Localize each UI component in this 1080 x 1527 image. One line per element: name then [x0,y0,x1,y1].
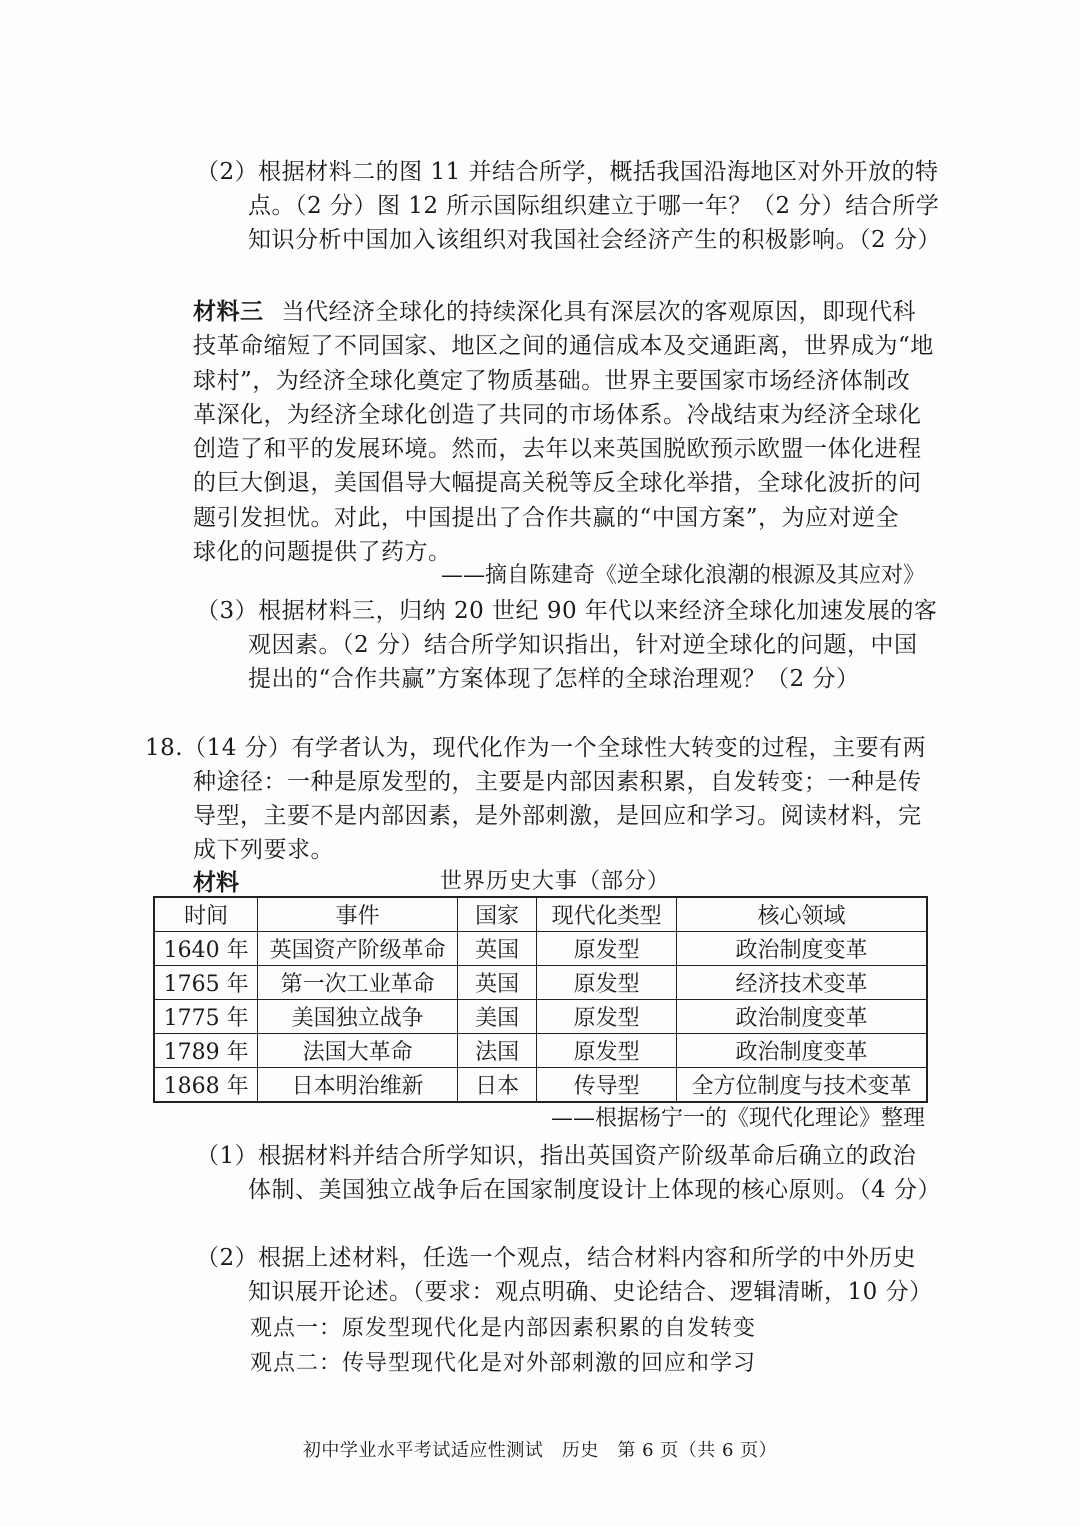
table-cell: 原发型 [537,1000,677,1034]
table-cell: 1789 年 [154,1034,258,1068]
text-line: 体制、美国独立战争后在国家制度设计上体现的核心原则。（4 分） [248,1177,941,1203]
table-row [154,1034,927,1068]
table-title: 世界历史大事（部分） [440,869,671,894]
table-cell: 传导型 [537,1068,677,1103]
question-18-part-2 [196,1241,944,1309]
table-cell: 第一次工业革命 [258,966,458,1000]
table-row [154,932,927,966]
text-line: 知识展开论述。（要求：观点明确、史论结合、逻辑清晰，10 分） [248,1279,933,1305]
text-line: 创造了和平的发展环境。然而，去年以来英国脱欧预示欧盟一体化进程 [193,436,922,463]
text-line: 导型，主要不是内部因素，是外部刺激，是回应和学习。阅读材料，完 [193,803,922,829]
table-cell: 法国大革命 [258,1034,458,1068]
table-cell: 经济技术变革 [676,966,927,1000]
text-line: 球化的问题提供了药方。 [193,539,452,566]
text-line: 18.（14 分）有学者认为，现代化作为一个全球性大转变的过程，主要有两 [145,735,927,761]
text-line: 题引发担忧。对此，中国提出了合作共赢的“中国方案”，为应对逆全 [193,504,900,531]
table-cell: 政治制度变革 [676,932,927,966]
text-line: 提出的“合作共赢”方案体现了怎样的全球治理观？（2 分） [248,666,860,692]
table-header: 时间 [154,897,258,932]
table-cell: 日本明治维新 [258,1068,458,1103]
table-cell: 原发型 [537,932,677,966]
table-cell: 美国独立战争 [258,1000,458,1034]
table-cell: 全方位制度与技术变革 [676,1068,927,1103]
table-row [154,1068,927,1103]
question-17-part-3 [196,594,940,696]
text-line: （3）根据材料三，归纳 20 世纪 90 年代以来经济全球化加速发展的客 [196,598,938,624]
table-cell: 1765 年 [154,966,258,1000]
table-cell: 原发型 [537,1034,677,1068]
table-cell: 原发型 [537,966,677,1000]
text-line: 革深化，为经济全球化创造了共同的市场体系。冷战结束为经济全球化 [193,401,922,428]
table-cell: 英国 [457,932,536,966]
material-label: 材料三 [193,298,264,325]
question-18-part-1 [196,1139,940,1207]
text-line: 球村”，为经济全球化奠定了物质基础。世界主要国家市场经济体制改 [193,367,911,394]
table-header-row [154,897,927,932]
table-cell: 1868 年 [154,1068,258,1103]
text-line: （1）根据材料并结合所学知识，指出英国资产阶级革命后确立的政治 [196,1143,917,1169]
viewpoint-one: 观点一：原发型现代化是内部因素积累的自发转变 [250,1316,757,1341]
history-events-table [153,896,928,1103]
viewpoint-two: 观点二：传导型现代化是对外部刺激的回应和学习 [250,1351,757,1376]
text-line: 当代经济全球化的持续深化具有深层次的客观原因，即现代科 [281,299,916,325]
text-line: 的巨大倒退，美国倡导大幅提高关税等反全球化举措，全球化波折的问 [193,470,922,497]
table-header: 核心领域 [676,897,927,932]
table-cell: 英国 [457,966,536,1000]
text-line: 种途径：一种是原发型的，主要是内部因素积累，自发转变；一种是传 [193,769,922,795]
text-line: （2）根据材料二的图 11 并结合所学，概括我国沿海地区对外开放的特 [196,159,939,185]
table-header: 国家 [457,897,536,932]
text-line: 成下列要求。 [193,837,334,863]
table-cell: 1640 年 [154,932,258,966]
table-cell: 英国资产阶级革命 [258,932,458,966]
question-17-part-2 [196,155,940,257]
table-header: 事件 [258,897,458,932]
table-cell: 1775 年 [154,1000,258,1034]
table-row [154,1000,927,1034]
table-cell: 日本 [457,1068,536,1103]
table-source: ——根据杨宁一的《现代化理论》整理 [550,1106,925,1131]
table-cell: 美国 [457,1000,536,1034]
text-line: 技革命缩短了不同国家、地区之间的通信成本及交通距离，世界成为“地 [193,333,934,360]
material-source: ——摘自陈建奇《逆全球化浪潮的根源及其应对》 [440,563,925,588]
question-18 [145,731,940,867]
table-row [154,966,927,1000]
text-line: 点。（2 分）图 12 所示国际组织建立于哪一年？（2 分）结合所学 [248,193,940,219]
material-three [193,295,941,569]
table-cell: 法国 [457,1034,536,1068]
material-label: 材料 [193,869,239,896]
table-cell: 政治制度变革 [676,1034,927,1068]
text-line: 观因素。（2 分）结合所学知识指出，针对逆全球化的问题，中国 [248,632,918,658]
table-header: 现代化类型 [537,897,677,932]
text-line: （2）根据上述材料，任选一个观点，结合材料内容和所学的中外历史 [196,1245,917,1271]
table-cell: 政治制度变革 [676,1000,927,1034]
text-line: 知识分析中国加入该组织对我国社会经济产生的积极影响。（2 分） [248,227,941,253]
page-footer: 初中学业水平考试适应性测试 历史 第 6 页（共 6 页） [302,1440,778,1461]
